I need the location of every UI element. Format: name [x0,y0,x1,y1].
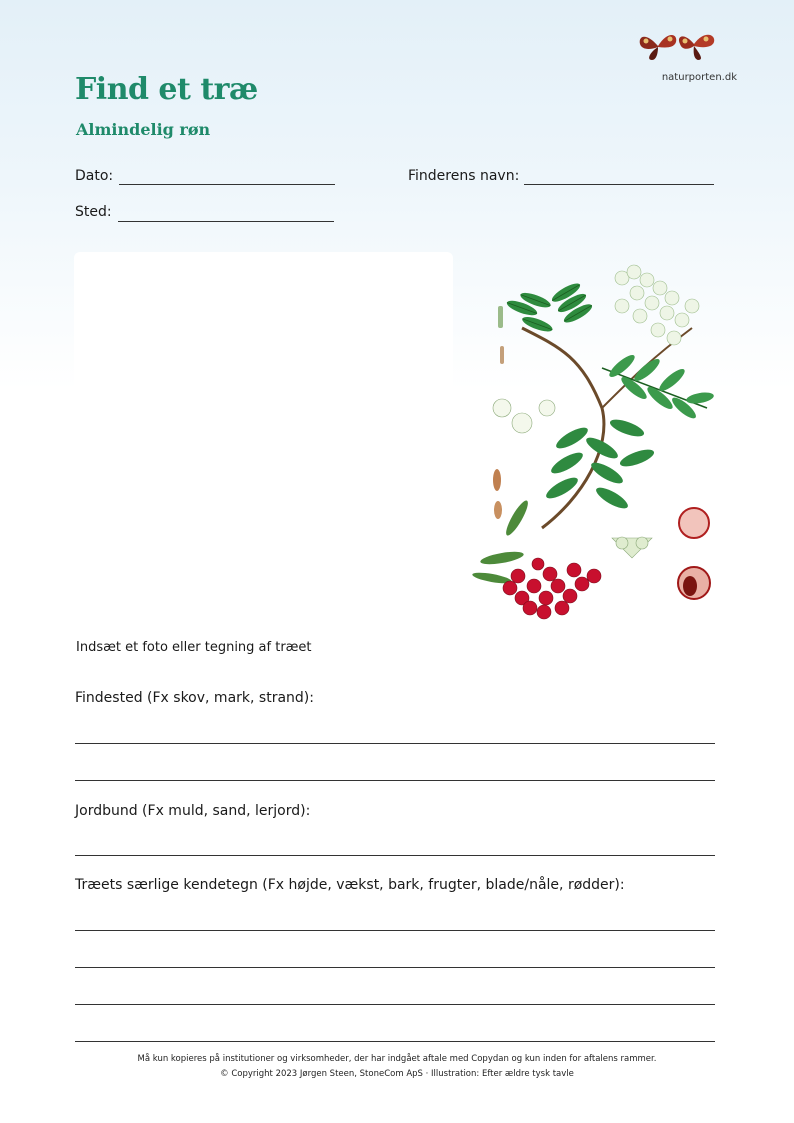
soil-label: Jordbund (Fx muld, sand, lerjord): [75,803,311,819]
butterfly-logo [636,26,718,68]
features-line-2[interactable] [75,967,715,968]
finder-name-label: Finderens navn: [408,168,520,184]
features-line-4[interactable] [75,1041,715,1042]
features-line-3[interactable] [75,1004,715,1005]
butterfly-icon [640,35,677,60]
features-line-1[interactable] [75,930,715,931]
date-label: Dato: [75,168,114,184]
rowan-illustration [462,258,724,624]
place-field[interactable] [118,221,334,222]
location-line-2[interactable] [75,780,715,781]
location-label: Findested (Fx skov, mark, strand): [75,690,314,706]
photo-caption: Indsæt et foto eller tegning af træet [76,640,312,655]
butterfly-icon [679,35,714,60]
place-label: Sted: [75,204,112,220]
finder-name-field[interactable] [524,184,714,185]
location-line-1[interactable] [75,743,715,744]
footer-copyright: © Copyright 2023 Jørgen Steen, StoneCom ApS · Illustration: Efter ældre tysk tavle [220,1069,574,1079]
page-title: Find et træ [75,72,258,107]
features-label: Træets særlige kendetegn (Fx højde, vækst, bark, frugter, blade/nåle, rødder): [75,877,625,893]
page-subtitle: Almindelig røn [76,120,211,139]
footer-license: Må kun kopieres på institutioner og virksomheder, der har indgået aftale med Copydan og kun inden for aftalens rammer. [137,1054,657,1064]
soil-line-1[interactable] [75,855,715,856]
date-field[interactable] [119,184,335,185]
photo-drop-area[interactable] [74,252,453,620]
site-brand: naturporten.dk [661,72,737,83]
